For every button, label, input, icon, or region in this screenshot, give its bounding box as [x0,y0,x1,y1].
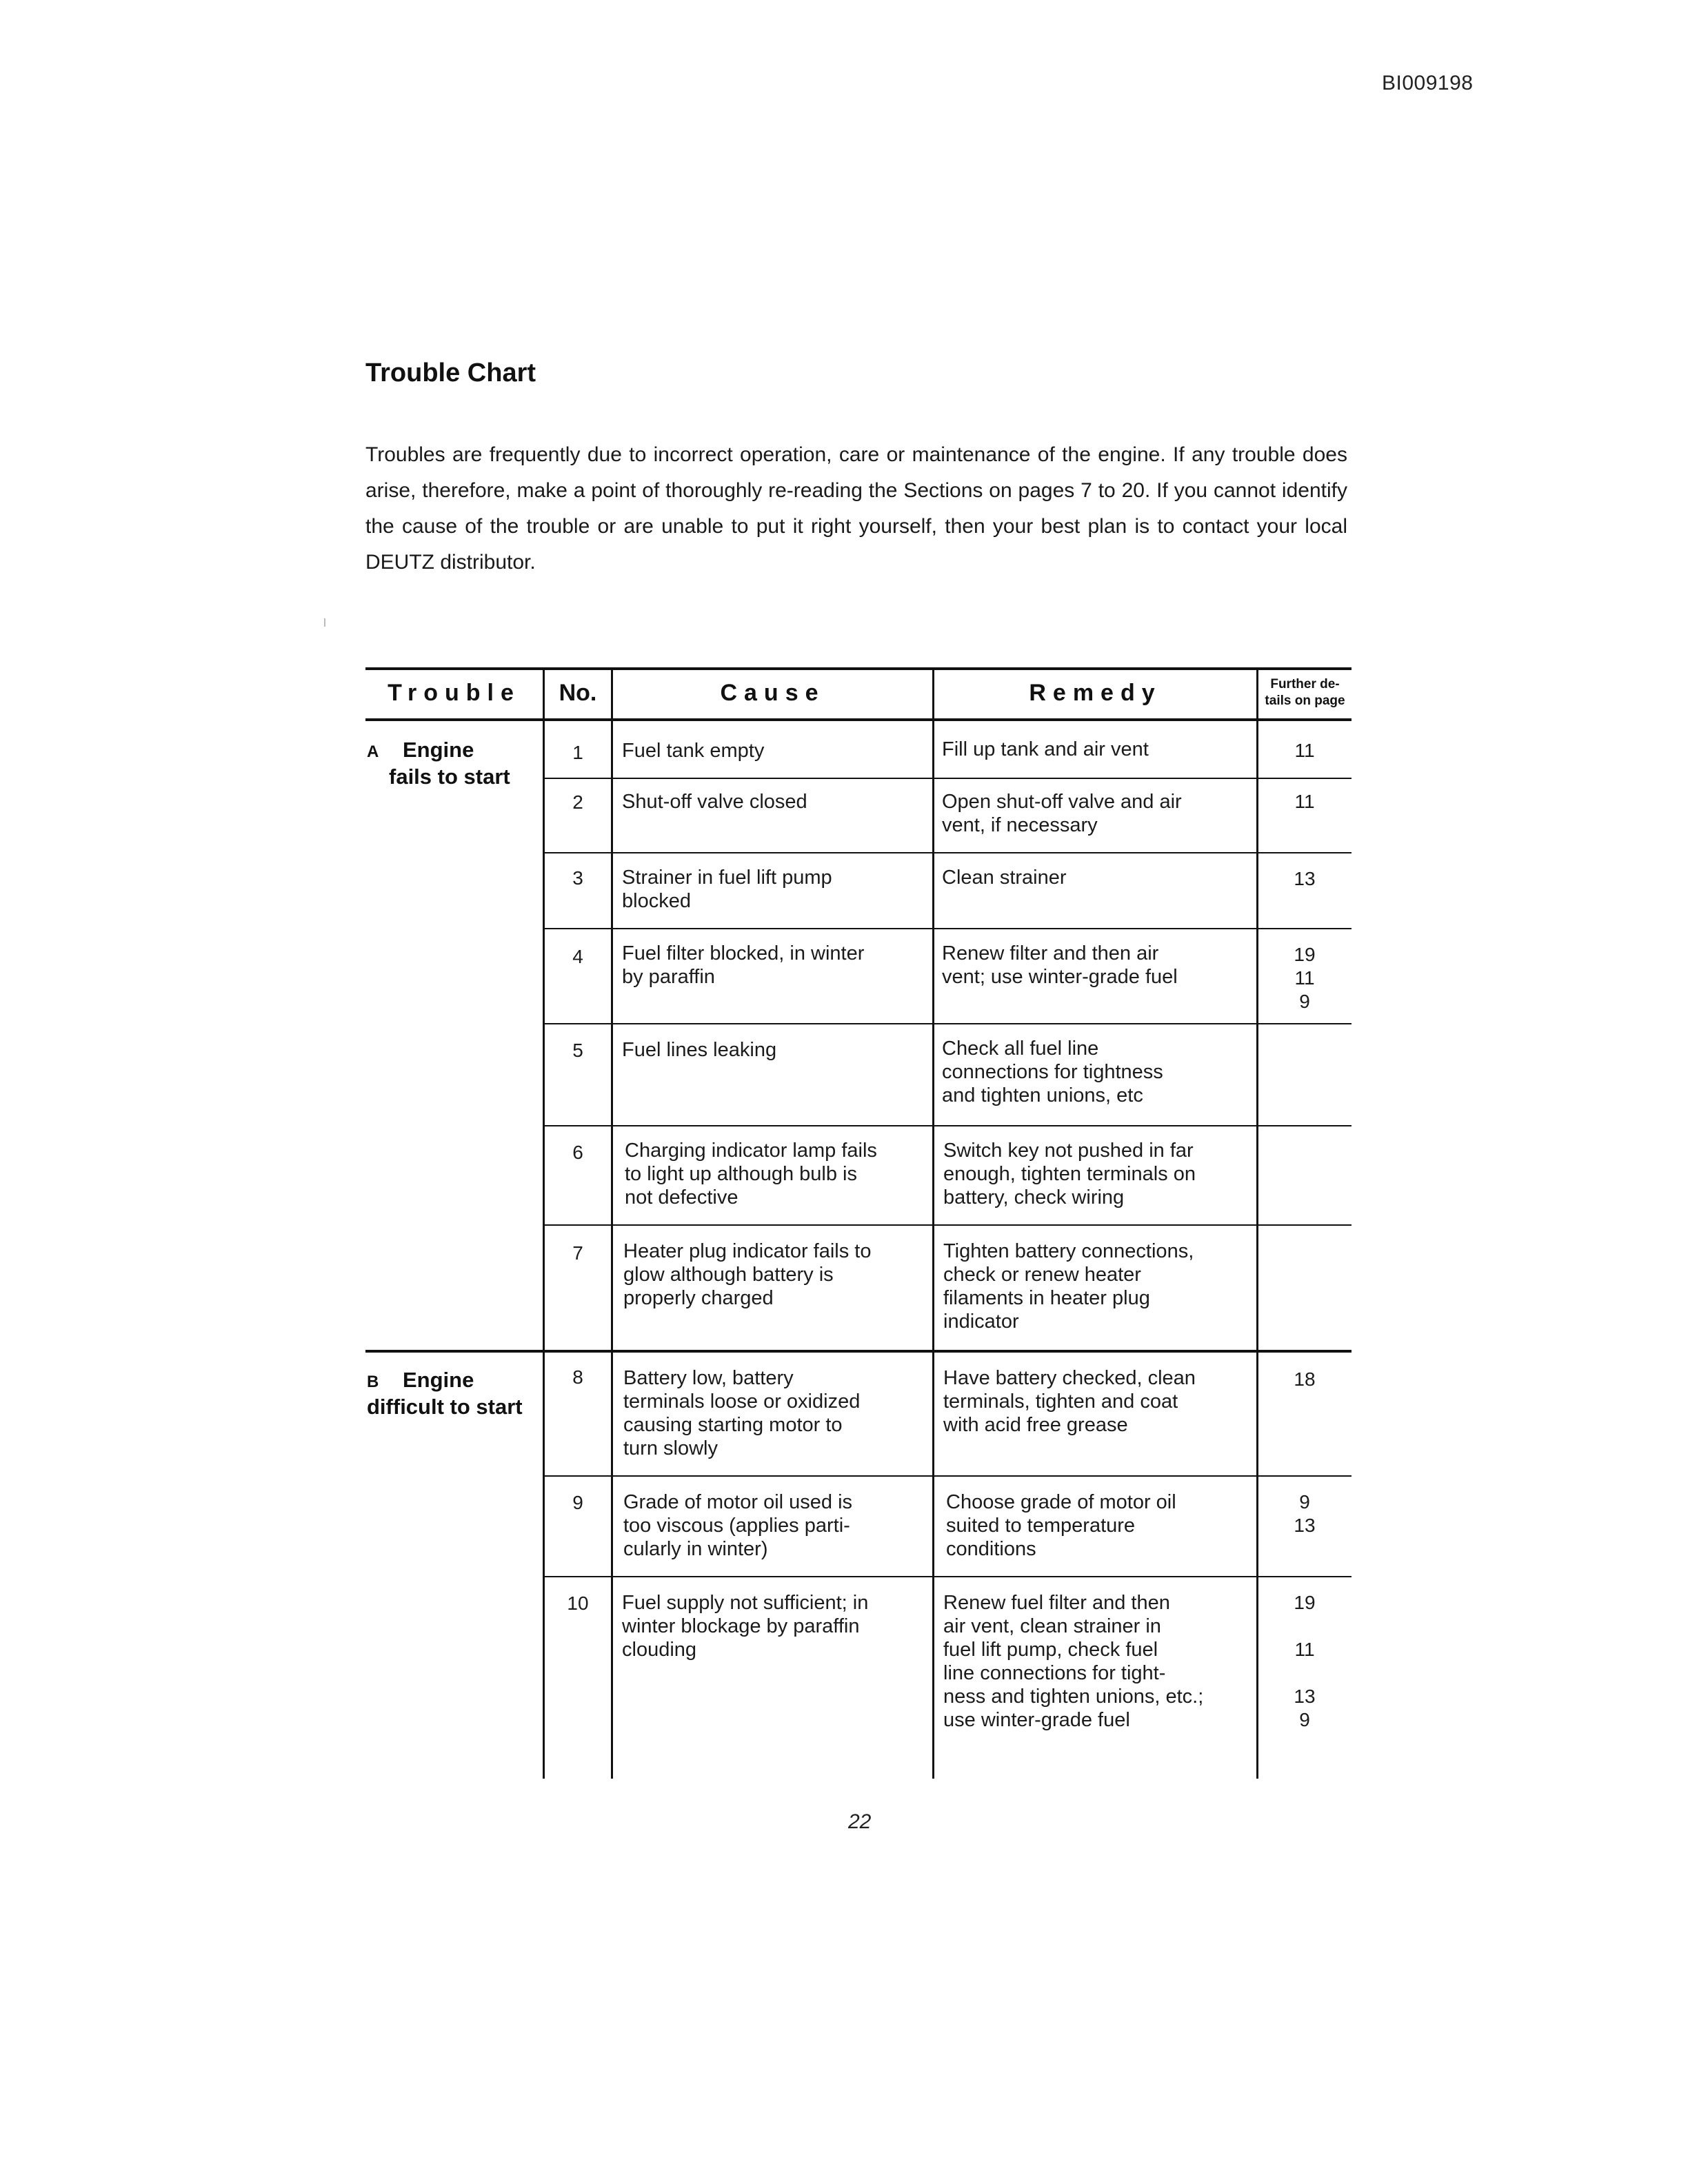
page-title: Trouble Chart [365,358,536,387]
row-rule [545,1475,1352,1477]
row-number: 3 [572,867,583,889]
trouble-group-a [367,738,510,789]
header-no: No. [559,679,597,706]
trouble-table [365,667,1352,1779]
header-cause: Cause [720,679,825,706]
header-bottom-rule [365,718,1352,721]
remedy-text: Renew fuel filter and then air vent, clean strainer in fuel lift pump, check fuel line connections for tight- ness and tighten unions, etc.; use winter-grade fuel [943,1592,1204,1731]
row-rule [545,928,1352,929]
group-label: fails to start [389,765,510,789]
row-rule [545,1023,1352,1024]
page-reference: 18 [1294,1368,1316,1390]
row-number: 2 [572,791,583,813]
row-number: 6 [572,1142,583,1163]
group-letter: B [367,1373,379,1391]
remedy-text: Open shut-off valve and air vent, if necessary [942,791,1182,836]
group-label: Engine [403,738,474,762]
cause-text: Fuel lines leaking [622,1039,777,1061]
col-rule [932,667,934,1779]
header-remedy: Remedy [1029,679,1162,706]
remedy-text: Check all fuel line connections for tightness and tighten unions, etc [942,1038,1163,1106]
remedy-text: Tighten battery connections, check or renew heater filaments in heater plug indicator [943,1240,1194,1333]
page-reference: 11 [1294,791,1315,812]
remedy-text: Fill up tank and air vent [942,738,1149,760]
cause-text: Fuel supply not sufficient; in winter blockage by paraffin clouding [622,1592,869,1661]
row-number: 8 [572,1366,583,1388]
page-reference: 13 [1294,868,1316,889]
remedy-text: Switch key not pushed in far enough, tighten terminals on battery, check wiring [943,1140,1196,1209]
cause-text: Grade of motor oil used is too viscous (applies parti- cularly in winter) [623,1491,853,1560]
group-letter: A [367,742,379,761]
page-reference: 9 13 [1294,1491,1316,1536]
row-rule [545,1576,1352,1577]
row-number: 7 [572,1242,583,1264]
trouble-group-b [367,1368,523,1419]
remedy-text: Renew filter and then air vent; use winter-grade fuel [942,942,1178,988]
header-further-details: Further de- tails on page [1265,677,1345,708]
group-label: Engine [403,1368,474,1392]
cause-text: Battery low, battery terminals loose or oxidized causing starting motor to turn slowly [623,1367,861,1459]
header-trouble: Trouble [388,679,521,706]
row-rule [545,852,1352,853]
margin-mark [324,618,325,627]
page-number: 22 [848,1810,872,1833]
row-number: 10 [567,1593,589,1614]
cause-text: Charging indicator lamp fails to light up although bulb is not defective [625,1140,877,1209]
cause-text: Fuel tank empty [622,740,765,762]
row-rule [545,1125,1352,1126]
row-rule [545,778,1352,779]
cause-text: Strainer in fuel lift pump blocked [622,867,832,912]
group-rule [365,1350,1352,1353]
row-number: 9 [572,1492,583,1513]
page-reference: 19 11 9 [1294,944,1316,1012]
remedy-text: Have battery checked, clean terminals, tighten and coat with acid free grease [943,1367,1196,1436]
page-reference: 11 [1294,740,1315,761]
group-label: difficult to start [367,1395,523,1419]
col-rule [1256,667,1258,1779]
document-id: BI009198 [1382,72,1474,94]
row-number: 1 [572,742,583,763]
remedy-text: Choose grade of motor oil suited to temperature conditions [946,1491,1176,1560]
row-number: 5 [572,1040,583,1061]
cause-text: Fuel filter blocked, in winter by paraffin [622,942,865,988]
remedy-text: Clean strainer [942,867,1067,889]
row-rule [545,1224,1352,1226]
page-reference: 19 11 13 9 [1294,1592,1316,1730]
cause-text: Heater plug indicator fails to glow although battery is properly charged [623,1240,872,1309]
cause-text: Shut-off valve closed [622,791,807,813]
intro-paragraph: Troubles are frequently due to incorrect operation, care or maintenance of the engine. If any trouble does arise, therefore, make a point of thoroughly re-reading the Sections on pages 7 to 20. If you cannot identify the cause of the trouble or are unable to put it right yourself, then your best plan is to contact your local DEUTZ distributor. [365,443,1347,574]
row-number: 4 [572,946,583,967]
